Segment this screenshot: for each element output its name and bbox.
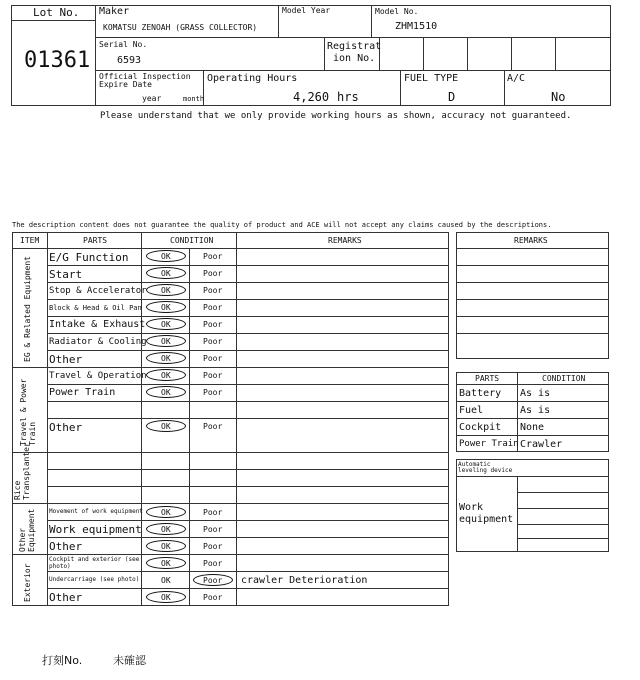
divider [236,232,237,606]
divider [371,5,372,37]
group-line [12,367,449,368]
inspection-label-1: Official Inspection [99,72,191,81]
extra-condition-cockpit: None [520,422,545,433]
row-line [47,418,449,419]
part-radiator-cooling: Radiator & Cooling [49,337,147,347]
part-start: Start [49,268,83,281]
extra-condition-power-train: Crawler [520,439,563,450]
lot-no: 01361 [24,48,91,73]
divider [517,476,518,552]
part-other-eg: Other [49,353,83,366]
part-other-equipment: Other [49,540,83,553]
ok-label: OK [161,422,171,431]
row-line [456,418,609,419]
poor-label: Poor [203,286,223,295]
divider [555,37,556,70]
group-line [12,503,449,504]
extra-part-cockpit: Cockpit [459,422,502,433]
work-equipment-label-1: Work [459,502,484,513]
registration-label-1: Registrat [327,41,382,52]
divider [511,37,512,70]
row-line [456,401,609,402]
remark-undercarriage: crawler Deterioration [241,575,368,586]
poor-label: Poor [203,252,223,261]
row-line [47,299,449,300]
group-other-equipment: Other Equipment [18,508,36,552]
ok-label: OK [161,303,171,312]
row-line [47,537,449,538]
row-line [47,265,449,266]
part-travel-operation: Travel & Operation [49,371,147,381]
row-line [47,588,449,589]
row-line [47,333,449,334]
model-no-label: Model No. [375,7,419,16]
divider [95,70,611,71]
hours-note: Please understand that we only provide working hours as shown, accuracy not guaranteed. [100,111,572,121]
ac-value: No [551,90,566,104]
extra-condition-battery: As is [520,388,551,399]
extra-part-battery: Battery [459,388,502,399]
ok-label: OK [161,508,171,517]
poor-label: Poor [203,559,223,568]
part-other-travel: Other [49,421,83,434]
part-stop-accelerator: Stop & Accelerator [49,286,147,296]
poor-label: Poor [203,525,223,534]
poor-label: Poor [203,388,223,397]
extra-condition-header: CONDITION [542,374,586,383]
row-line [47,486,449,487]
ok-label: OK [161,593,171,602]
row-line [47,282,449,283]
poor-label: Poor [203,422,223,431]
part-intake-exhaust: Intake & Exhaust [49,319,146,330]
extra-part-fuel: Fuel [459,405,484,416]
divider [95,37,611,38]
group-line [12,452,449,453]
row-line [47,401,449,402]
group-exterior: Exterior [23,563,32,602]
serial-no-value: 6593 [117,55,142,66]
row-line [517,508,609,509]
model-year-label: Model Year [282,6,331,15]
stamp-no-label: 打刻No. [42,654,83,667]
divider [467,37,468,70]
hours-unit: hrs [337,90,359,104]
hours-label: Operating Hours [207,73,298,84]
lot-no-label: Lot No. [33,6,80,19]
ok-label: OK [161,559,171,568]
row-line [456,282,609,283]
part-power-train: Power Train [49,387,116,398]
col-item: ITEM [20,236,40,245]
fuel-type-label: FUEL TYPE [404,73,459,84]
ok-label: OK [161,337,171,346]
poor-label: Poor [203,576,223,585]
divider [95,5,96,106]
extra-parts-header: PARTS [475,374,500,383]
row-line [456,299,609,300]
hours-value: 4,260 [293,90,330,104]
poor-label: Poor [203,320,223,329]
registration-label-2: ion No. [333,53,376,64]
group-eg-related: EG & Related Equipment [23,256,32,362]
row-line [47,350,449,351]
maker-value: KOMATSU ZENOAH (GRASS COLLECTOR) [103,23,258,32]
ok-label: OK [161,354,171,363]
part-cockpit-exterior: Cockpit and exterior (see photo) [49,556,140,570]
group-travel-power-train: Travel & Power Train [19,378,37,446]
right-remarks-label: REMARKS [514,236,548,245]
extra-part-power-train: Power Train [459,439,519,449]
maker-label: Maker [99,6,130,17]
divider [324,37,325,70]
serial-no-label: Serial No. [99,40,148,49]
row-line [517,492,609,493]
divider [278,5,279,37]
model-no-value: ZHM1510 [395,21,438,32]
divider [12,248,449,249]
ok-label: OK [161,542,171,551]
ok-label: OK [161,252,171,261]
row-line [47,571,449,572]
ok-label: OK [161,525,171,534]
divider [400,70,401,106]
ok-label: OK [161,576,171,585]
group-line [12,554,449,555]
ok-label: OK [161,388,171,397]
part-eg-function: E/G Function [49,251,129,264]
divider [11,20,95,21]
year-label: year [142,94,162,103]
work-equipment-label-2: equipment [459,514,514,525]
poor-label: Poor [203,371,223,380]
ok-label: OK [161,286,171,295]
right-remarks-panel [456,232,609,359]
col-parts: PARTS [83,236,108,245]
row-line [456,333,609,334]
inspection-label-2: Expire Date [99,80,152,89]
ok-label: OK [161,320,171,329]
fuel-type-value: D [448,90,456,104]
row-line [456,435,609,436]
divider [456,476,609,477]
col-condition: CONDITION [170,236,214,245]
divider [456,248,609,249]
month-label: month [183,95,205,103]
part-undercarriage: Undercarriage (see photo) [49,576,140,583]
poor-label: Poor [203,337,223,346]
row-line [517,538,609,539]
part-work-equipment: Work equipment [49,523,142,536]
disclaimer: The description content does not guarantee the quality of product and ACE will not accept any claims caused by the descriptions. [12,221,552,229]
row-line [47,469,449,470]
row-line [47,520,449,521]
row-line [456,316,609,317]
poor-label: Poor [203,593,223,602]
row-line [456,265,609,266]
row-line [517,524,609,525]
poor-label: Poor [203,269,223,278]
extra-condition-fuel: As is [520,405,551,416]
poor-label: Poor [203,508,223,517]
poor-label: Poor [203,542,223,551]
part-movement-work-equipment: Movement of work equipment [49,508,143,515]
ac-label: A/C [507,73,526,84]
part-other-exterior: Other [49,591,83,604]
poor-label: Poor [203,303,223,312]
poor-label: Poor [203,354,223,363]
divider [456,384,609,385]
stamp-no-value: 未確認 [113,654,146,667]
row-line [47,384,449,385]
auto-leveling-label: Automatic leveling device [458,461,513,474]
divider [47,232,48,606]
ok-label: OK [161,269,171,278]
ok-label: OK [161,371,171,380]
row-line [47,316,449,317]
col-remarks: REMARKS [328,236,362,245]
divider [423,37,424,70]
part-block-head-oil-pan: Block & Head & Oil Pan [49,304,142,312]
divider [504,70,505,106]
divider [189,248,190,606]
group-rice-transplanter: Rice Transplanter [13,442,31,500]
